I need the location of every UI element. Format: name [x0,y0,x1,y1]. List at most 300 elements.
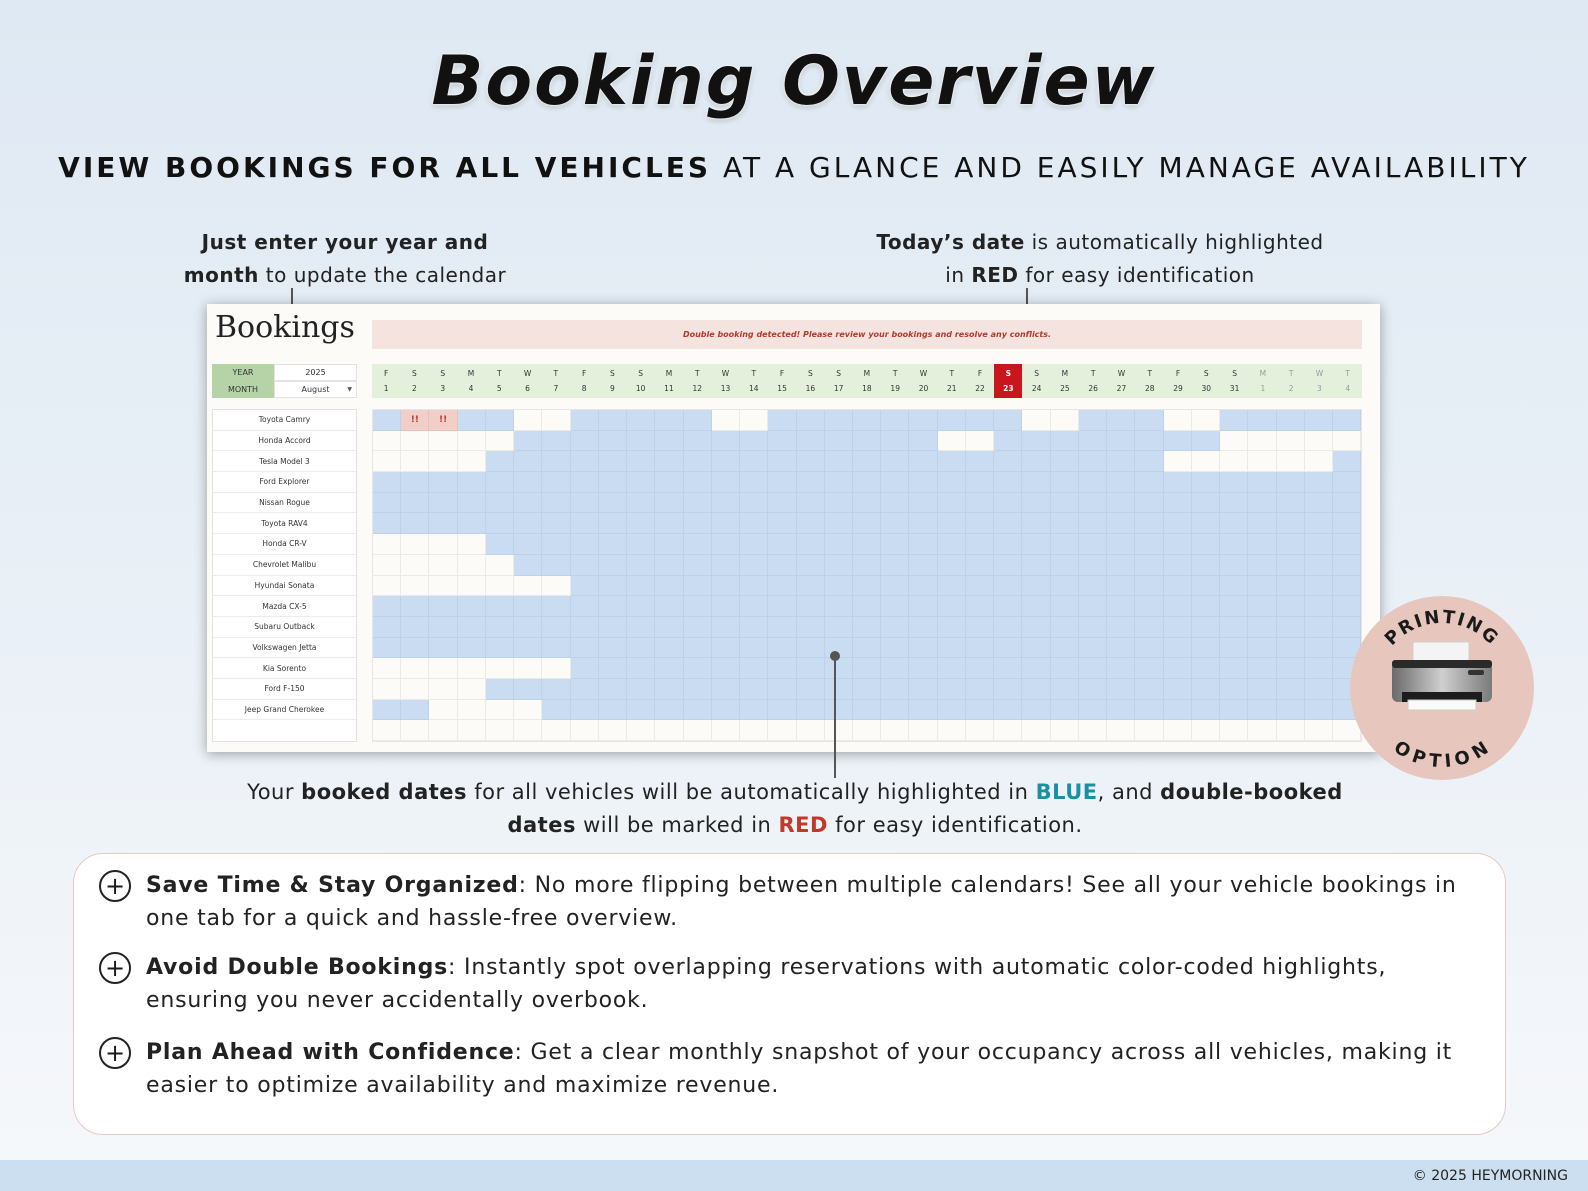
booked-cell[interactable] [1051,472,1079,493]
booked-cell[interactable] [486,493,514,514]
booked-cell[interactable] [1305,679,1333,700]
booked-cell[interactable] [458,638,486,659]
booked-cell[interactable] [1333,410,1361,431]
booked-cell[interactable] [1079,700,1107,721]
empty-cell[interactable] [1277,431,1305,452]
booked-cell[interactable] [1277,493,1305,514]
booked-cell[interactable] [627,679,655,700]
empty-cell[interactable] [655,720,683,741]
booked-cell[interactable] [881,555,909,576]
booked-cell[interactable] [1051,513,1079,534]
booked-cell[interactable] [994,431,1022,452]
booked-cell[interactable] [1305,410,1333,431]
booked-cell[interactable] [684,679,712,700]
booked-cell[interactable] [881,638,909,659]
booked-cell[interactable] [373,493,401,514]
booked-cell[interactable] [768,638,796,659]
empty-cell[interactable] [1051,720,1079,741]
booked-cell[interactable] [1220,410,1248,431]
booked-cell[interactable] [599,472,627,493]
booked-cell[interactable] [373,596,401,617]
booked-cell[interactable] [571,513,599,534]
booked-cell[interactable] [429,617,457,638]
booked-cell[interactable] [1135,431,1163,452]
booked-cell[interactable] [655,679,683,700]
booked-cell[interactable] [938,555,966,576]
booked-cell[interactable] [1192,617,1220,638]
empty-cell[interactable] [401,431,429,452]
booked-cell[interactable] [401,617,429,638]
booked-cell[interactable] [684,451,712,472]
empty-cell[interactable] [1164,451,1192,472]
booked-cell[interactable] [768,617,796,638]
booked-cell[interactable] [909,472,937,493]
booked-cell[interactable] [1135,555,1163,576]
empty-cell[interactable] [514,658,542,679]
booked-cell[interactable] [542,513,570,534]
booked-cell[interactable] [853,638,881,659]
booked-cell[interactable] [655,617,683,638]
booked-cell[interactable] [994,534,1022,555]
booked-cell[interactable] [599,431,627,452]
empty-cell[interactable] [458,679,486,700]
booked-cell[interactable] [1051,451,1079,472]
empty-cell[interactable] [429,679,457,700]
empty-cell[interactable] [966,720,994,741]
empty-cell[interactable] [938,431,966,452]
booked-cell[interactable] [938,513,966,534]
booked-cell[interactable] [853,700,881,721]
booked-cell[interactable] [627,431,655,452]
booked-cell[interactable] [1135,472,1163,493]
booked-cell[interactable] [740,658,768,679]
booked-cell[interactable] [655,576,683,597]
booked-cell[interactable] [514,617,542,638]
booked-cell[interactable] [740,534,768,555]
booked-cell[interactable] [853,451,881,472]
booked-cell[interactable] [1192,493,1220,514]
booked-cell[interactable] [1220,679,1248,700]
booked-cell[interactable] [1277,513,1305,534]
booked-cell[interactable] [401,493,429,514]
booked-cell[interactable] [599,576,627,597]
booked-cell[interactable] [1079,617,1107,638]
booked-cell[interactable] [768,451,796,472]
booked-cell[interactable] [684,700,712,721]
booked-cell[interactable] [1079,555,1107,576]
booked-cell[interactable] [571,576,599,597]
booked-cell[interactable] [1220,596,1248,617]
booked-cell[interactable] [1164,493,1192,514]
booked-cell[interactable] [429,513,457,534]
booked-cell[interactable] [599,513,627,534]
empty-cell[interactable] [458,720,486,741]
booked-cell[interactable] [853,534,881,555]
empty-cell[interactable] [881,720,909,741]
booked-cell[interactable] [486,679,514,700]
booked-cell[interactable] [1164,431,1192,452]
booked-cell[interactable] [740,513,768,534]
booked-cell[interactable] [797,451,825,472]
booked-cell[interactable] [966,472,994,493]
booked-cell[interactable] [853,431,881,452]
empty-cell[interactable] [825,720,853,741]
booked-cell[interactable] [1135,596,1163,617]
booked-cell[interactable] [571,700,599,721]
booked-cell[interactable] [797,576,825,597]
booked-cell[interactable] [514,534,542,555]
booked-cell[interactable] [938,596,966,617]
booked-cell[interactable] [966,534,994,555]
booked-cell[interactable] [486,472,514,493]
booked-cell[interactable] [571,451,599,472]
booked-cell[interactable] [881,617,909,638]
booked-cell[interactable] [740,493,768,514]
booked-cell[interactable] [768,658,796,679]
booked-cell[interactable] [1051,596,1079,617]
booked-cell[interactable] [909,555,937,576]
empty-cell[interactable] [684,720,712,741]
booked-cell[interactable] [1079,451,1107,472]
booked-cell[interactable] [1107,638,1135,659]
booked-cell[interactable] [401,513,429,534]
booked-cell[interactable] [909,534,937,555]
booked-cell[interactable] [768,513,796,534]
booked-cell[interactable] [938,410,966,431]
booked-cell[interactable] [627,617,655,638]
booked-cell[interactable] [627,472,655,493]
booked-cell[interactable] [1220,617,1248,638]
booked-cell[interactable] [712,617,740,638]
booked-cell[interactable] [599,451,627,472]
booked-cell[interactable] [1164,576,1192,597]
booked-cell[interactable] [684,431,712,452]
booked-cell[interactable] [797,679,825,700]
empty-cell[interactable] [1192,451,1220,472]
booked-cell[interactable] [825,658,853,679]
empty-cell[interactable] [373,576,401,597]
booked-cell[interactable] [994,617,1022,638]
empty-cell[interactable] [401,534,429,555]
booked-cell[interactable] [429,493,457,514]
booked-cell[interactable] [909,493,937,514]
booked-cell[interactable] [627,410,655,431]
booked-cell[interactable] [1192,638,1220,659]
booked-cell[interactable] [684,534,712,555]
booked-cell[interactable] [542,431,570,452]
booked-cell[interactable] [1135,576,1163,597]
booked-cell[interactable] [486,410,514,431]
booked-cell[interactable] [938,679,966,700]
booked-cell[interactable] [994,576,1022,597]
empty-cell[interactable] [401,658,429,679]
booked-cell[interactable] [401,472,429,493]
booked-cell[interactable] [401,596,429,617]
booked-cell[interactable] [1220,576,1248,597]
booked-cell[interactable] [740,596,768,617]
booked-cell[interactable] [1305,596,1333,617]
booked-cell[interactable] [740,576,768,597]
empty-cell[interactable] [542,410,570,431]
booked-cell[interactable] [1079,679,1107,700]
booked-cell[interactable] [599,700,627,721]
booked-cell[interactable] [1107,410,1135,431]
booked-cell[interactable] [542,638,570,659]
empty-cell[interactable] [1305,431,1333,452]
empty-cell[interactable] [373,534,401,555]
booked-cell[interactable] [825,555,853,576]
booked-cell[interactable] [825,700,853,721]
booked-cell[interactable] [740,679,768,700]
booked-cell[interactable] [825,617,853,638]
empty-cell[interactable] [1305,451,1333,472]
booked-cell[interactable] [655,493,683,514]
booked-cell[interactable] [684,596,712,617]
empty-cell[interactable] [1192,720,1220,741]
empty-cell[interactable] [458,576,486,597]
empty-cell[interactable] [401,451,429,472]
empty-cell[interactable] [1333,431,1361,452]
booked-cell[interactable] [1051,658,1079,679]
booked-cell[interactable] [542,700,570,721]
booked-cell[interactable] [938,472,966,493]
booked-cell[interactable] [797,596,825,617]
booked-cell[interactable] [881,451,909,472]
booked-cell[interactable] [966,513,994,534]
booked-cell[interactable] [740,451,768,472]
booked-cell[interactable] [881,431,909,452]
empty-cell[interactable] [1220,431,1248,452]
booked-cell[interactable] [1022,700,1050,721]
booked-cell[interactable] [768,534,796,555]
booked-cell[interactable] [966,700,994,721]
booked-cell[interactable] [1192,679,1220,700]
booked-cell[interactable] [1305,513,1333,534]
empty-cell[interactable] [740,410,768,431]
booked-cell[interactable] [1305,700,1333,721]
empty-cell[interactable] [627,720,655,741]
booked-cell[interactable] [1079,431,1107,452]
booked-cell[interactable] [825,576,853,597]
empty-cell[interactable] [1248,720,1276,741]
booked-cell[interactable] [655,700,683,721]
booked-cell[interactable] [684,555,712,576]
booked-cell[interactable] [966,451,994,472]
empty-cell[interactable] [486,431,514,452]
booked-cell[interactable] [1333,493,1361,514]
empty-cell[interactable] [1022,410,1050,431]
booked-cell[interactable] [458,617,486,638]
booked-cell[interactable] [909,658,937,679]
booked-cell[interactable] [1305,576,1333,597]
booked-cell[interactable] [514,638,542,659]
booked-cell[interactable] [514,431,542,452]
booked-cell[interactable] [599,555,627,576]
booked-cell[interactable] [853,410,881,431]
empty-cell[interactable] [1164,720,1192,741]
booked-cell[interactable] [994,513,1022,534]
booked-cell[interactable] [1079,576,1107,597]
booked-cell[interactable] [712,493,740,514]
booked-cell[interactable] [599,534,627,555]
booked-cell[interactable] [571,410,599,431]
booked-cell[interactable] [909,700,937,721]
booked-cell[interactable] [909,596,937,617]
booked-cell[interactable] [712,658,740,679]
booked-cell[interactable] [627,451,655,472]
empty-cell[interactable] [1248,431,1276,452]
booked-cell[interactable] [486,638,514,659]
empty-cell[interactable] [458,534,486,555]
empty-cell[interactable] [429,576,457,597]
booked-cell[interactable] [1192,700,1220,721]
booked-cell[interactable] [909,679,937,700]
booked-cell[interactable] [1079,638,1107,659]
booked-cell[interactable] [881,513,909,534]
booked-cell[interactable] [1107,472,1135,493]
booked-cell[interactable] [1220,638,1248,659]
booked-cell[interactable] [571,617,599,638]
booked-cell[interactable] [514,555,542,576]
booked-cell[interactable] [712,555,740,576]
booked-cell[interactable] [542,679,570,700]
booked-cell[interactable] [909,410,937,431]
booked-cell[interactable] [966,617,994,638]
booked-cell[interactable] [712,472,740,493]
empty-cell[interactable] [401,555,429,576]
booked-cell[interactable] [740,431,768,452]
booked-cell[interactable] [1192,513,1220,534]
booked-cell[interactable] [1248,555,1276,576]
booked-cell[interactable] [542,493,570,514]
booked-cell[interactable] [966,410,994,431]
empty-cell[interactable] [429,555,457,576]
year-input[interactable]: 2025 [274,364,357,381]
booked-cell[interactable] [938,493,966,514]
empty-cell[interactable] [1107,720,1135,741]
booked-cell[interactable] [1192,431,1220,452]
booked-cell[interactable] [1051,534,1079,555]
booked-cell[interactable] [825,513,853,534]
booked-cell[interactable] [401,700,429,721]
booked-cell[interactable] [1333,513,1361,534]
booked-cell[interactable] [1135,493,1163,514]
booked-cell[interactable] [655,638,683,659]
booked-cell[interactable] [712,451,740,472]
booked-cell[interactable] [1051,493,1079,514]
booked-cell[interactable] [1220,555,1248,576]
booked-cell[interactable] [909,576,937,597]
empty-cell[interactable] [1220,720,1248,741]
booked-cell[interactable] [1107,534,1135,555]
booked-cell[interactable] [627,513,655,534]
empty-cell[interactable] [994,720,1022,741]
booked-cell[interactable] [1022,617,1050,638]
booked-cell[interactable] [486,451,514,472]
booked-cell[interactable] [881,576,909,597]
booked-cell[interactable] [627,596,655,617]
booked-cell[interactable] [1164,555,1192,576]
empty-cell[interactable] [486,720,514,741]
booked-cell[interactable] [599,617,627,638]
booked-cell[interactable] [1220,513,1248,534]
booked-cell[interactable] [909,638,937,659]
booked-cell[interactable] [853,596,881,617]
booked-cell[interactable] [373,638,401,659]
booked-cell[interactable] [1164,679,1192,700]
booked-cell[interactable] [514,451,542,472]
booked-cell[interactable] [1022,638,1050,659]
booked-cell[interactable] [1192,658,1220,679]
booked-cell[interactable] [1277,472,1305,493]
booked-cell[interactable] [458,410,486,431]
booked-cell[interactable] [1135,700,1163,721]
booked-cell[interactable] [1248,638,1276,659]
double-booked-cell[interactable]: !! [429,410,457,431]
booked-cell[interactable] [684,638,712,659]
booked-cell[interactable] [853,576,881,597]
booked-cell[interactable] [1164,700,1192,721]
booked-cell[interactable] [740,472,768,493]
booked-cell[interactable] [768,431,796,452]
booked-cell[interactable] [627,700,655,721]
booked-cell[interactable] [1220,472,1248,493]
empty-cell[interactable] [853,720,881,741]
empty-cell[interactable] [373,679,401,700]
booked-cell[interactable] [1248,472,1276,493]
booked-cell[interactable] [994,410,1022,431]
booked-cell[interactable] [571,472,599,493]
booked-cell[interactable] [994,493,1022,514]
empty-cell[interactable] [429,658,457,679]
booked-cell[interactable] [797,472,825,493]
booked-cell[interactable] [797,513,825,534]
booked-cell[interactable] [1333,576,1361,597]
booked-cell[interactable] [627,638,655,659]
booked-cell[interactable] [768,596,796,617]
booked-cell[interactable] [1164,596,1192,617]
booked-cell[interactable] [712,534,740,555]
booked-cell[interactable] [825,410,853,431]
booked-cell[interactable] [938,534,966,555]
booked-cell[interactable] [1022,513,1050,534]
empty-cell[interactable] [542,576,570,597]
booked-cell[interactable] [571,658,599,679]
booked-cell[interactable] [655,555,683,576]
booked-cell[interactable] [1248,679,1276,700]
booked-cell[interactable] [712,513,740,534]
booked-cell[interactable] [599,596,627,617]
booked-cell[interactable] [542,534,570,555]
booked-cell[interactable] [1022,555,1050,576]
booked-cell[interactable] [881,700,909,721]
booked-cell[interactable] [1107,700,1135,721]
booked-cell[interactable] [373,410,401,431]
booked-cell[interactable] [684,658,712,679]
empty-cell[interactable] [712,720,740,741]
booked-cell[interactable] [825,472,853,493]
empty-cell[interactable] [373,720,401,741]
empty-cell[interactable] [1277,451,1305,472]
booked-cell[interactable] [1107,679,1135,700]
booked-cell[interactable] [712,679,740,700]
booked-cell[interactable] [909,617,937,638]
booked-cell[interactable] [599,493,627,514]
booked-cell[interactable] [938,638,966,659]
booked-cell[interactable] [1107,555,1135,576]
booked-cell[interactable] [938,658,966,679]
booked-cell[interactable] [514,472,542,493]
